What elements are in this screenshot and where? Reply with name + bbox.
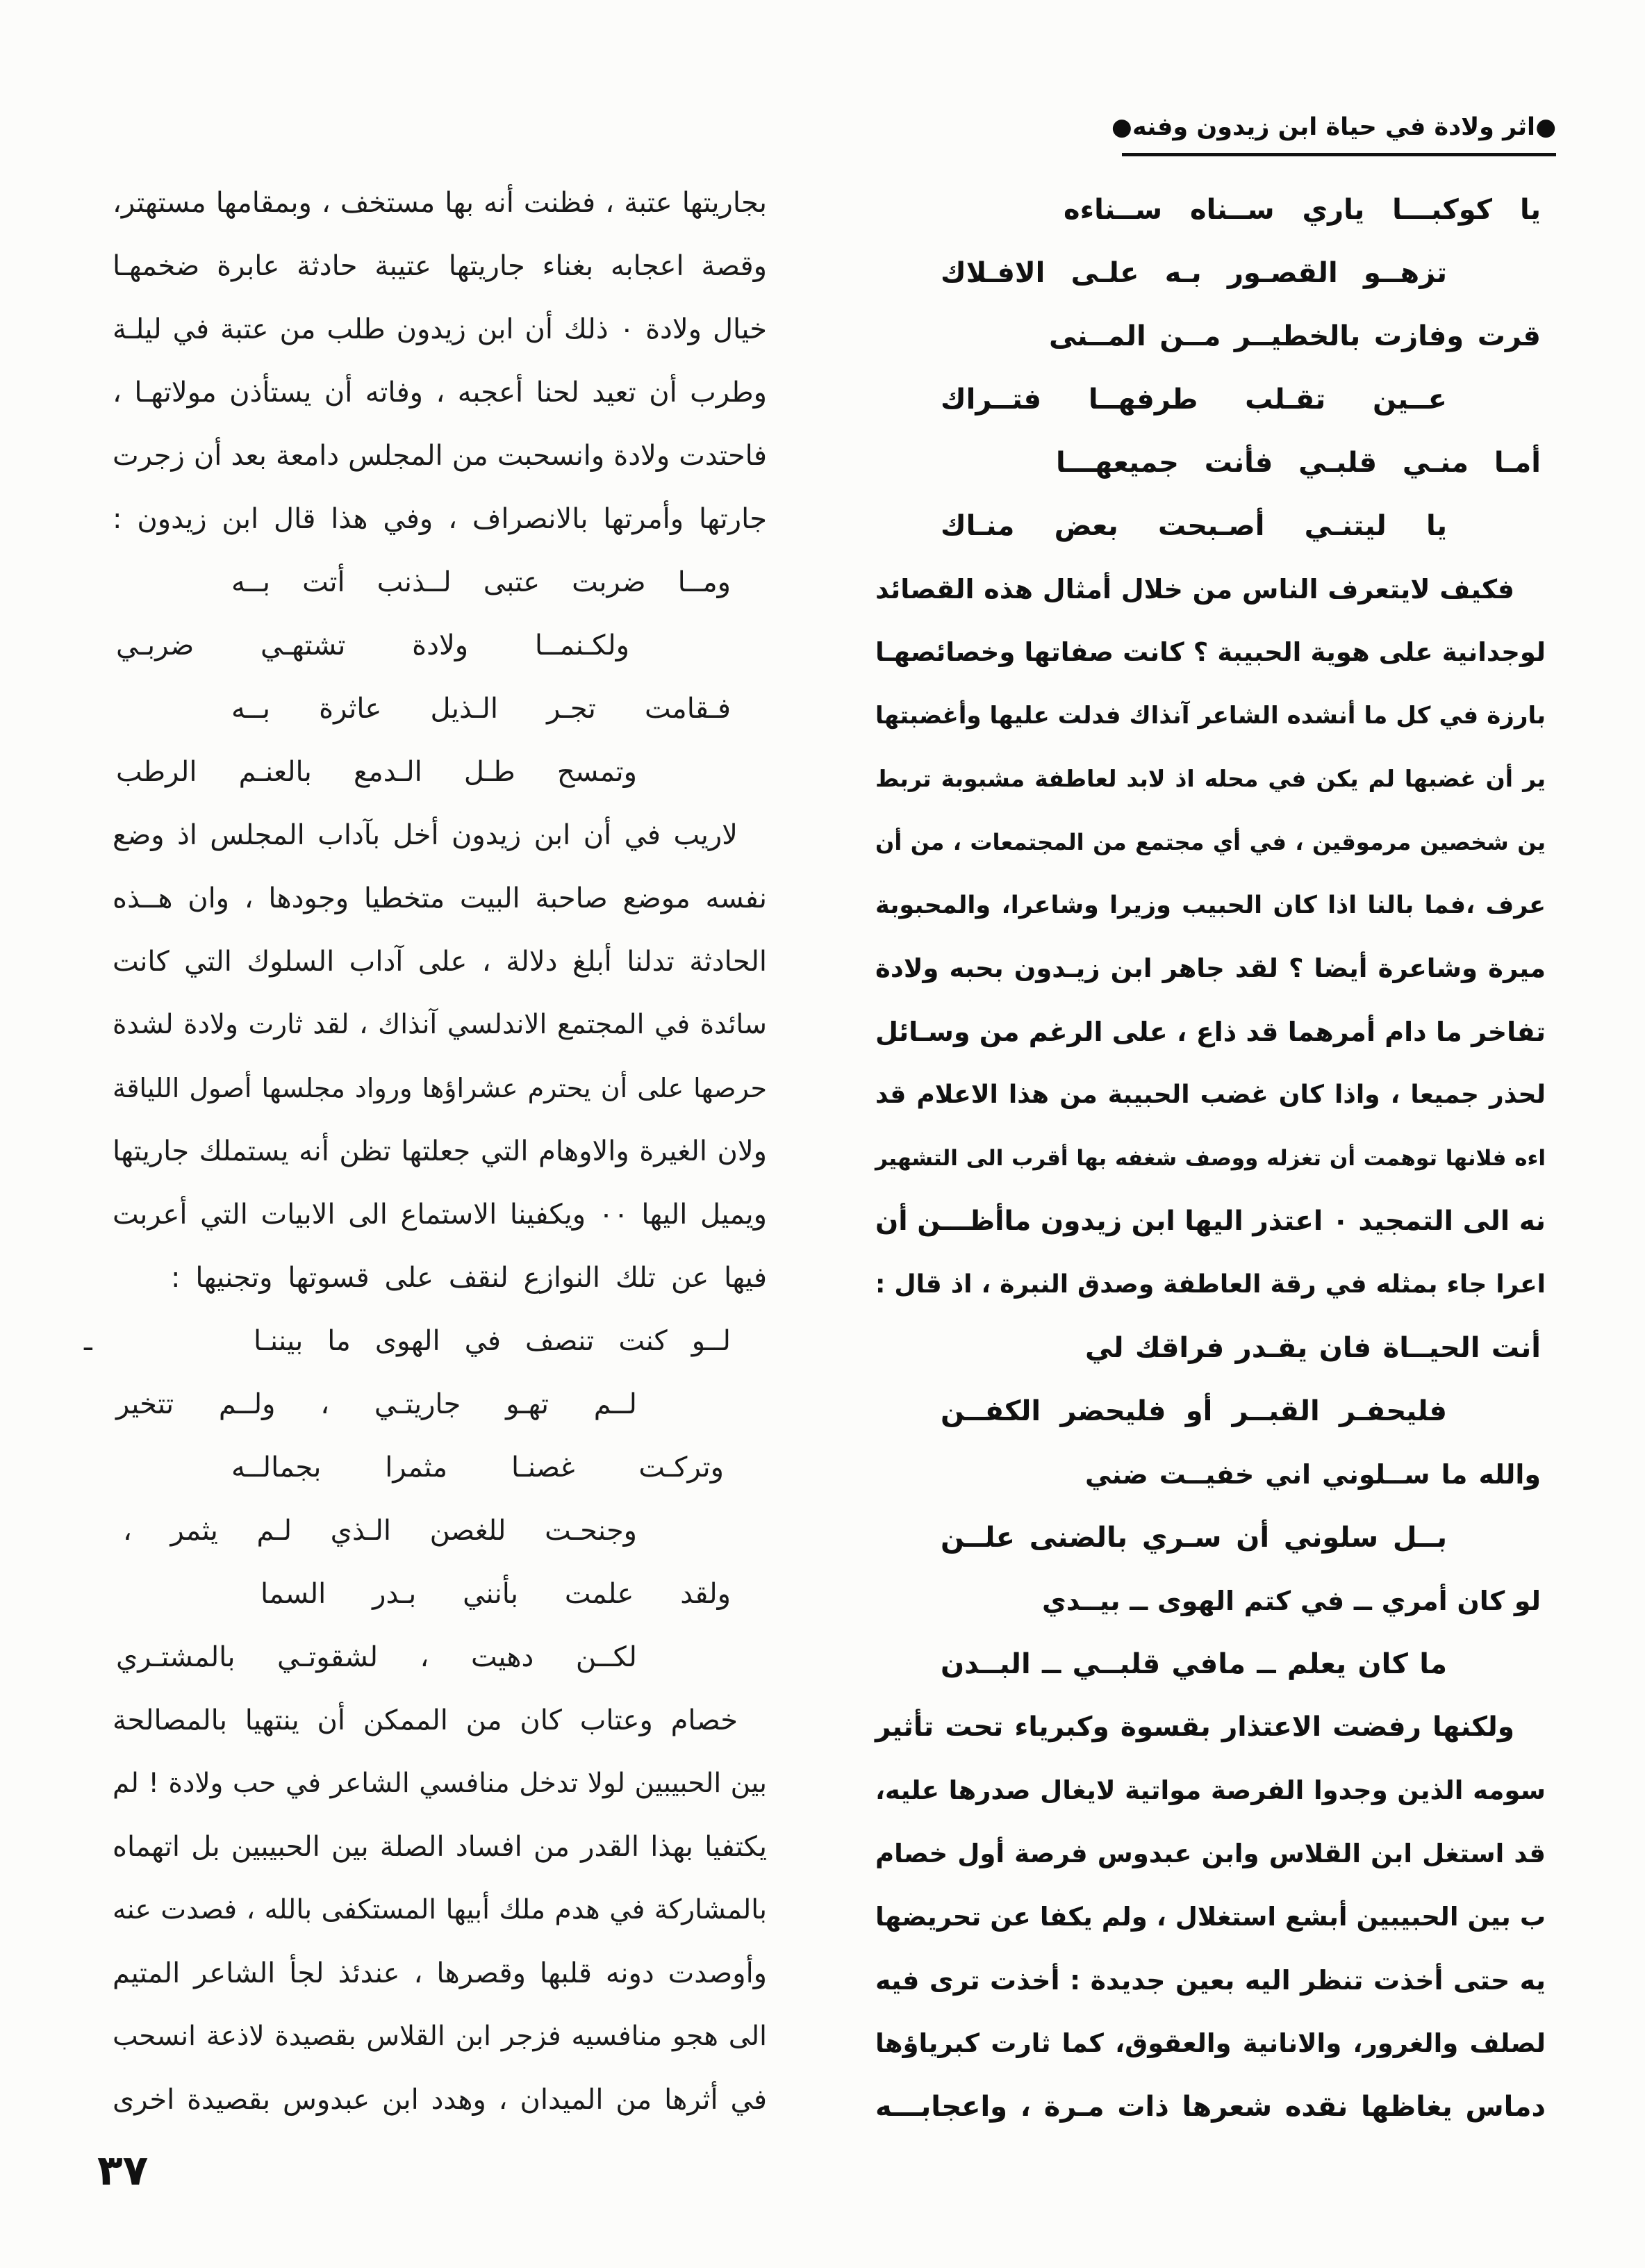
verse-line: ولكـنمــا ولادة تشتهـي ضربـي xyxy=(116,630,629,662)
verse-line: لــو كنت تنصف في الهوى ما بيننـا xyxy=(254,1325,731,1357)
verse-line: فـقامت تجـر الـذيل عاثرة بــه xyxy=(231,693,731,725)
verse-line: بــل سلوني أن سـري بالضنى علــن xyxy=(941,1522,1447,1554)
paragraph-line: بارزة في كل ما أنشده الشاعر آنذاك فدلت عليها وأغضبتها xyxy=(875,702,1546,730)
verse-line: قرت وفازت بالخطيــر مــن المــنى xyxy=(1049,320,1541,352)
paragraph-line: فكيف لايتعرف الناس من خلال أمثال هذه القصائد xyxy=(875,574,1514,605)
verse-line: ومــا ضربت عتبى لــذنب أتت بــه xyxy=(231,566,731,598)
running-header xyxy=(1111,106,1556,149)
paragraph-line: فيها عن تلك النوازع لنقف على قسوتها وتجنيها : xyxy=(171,1262,767,1294)
paragraph-line: بالمشاركة في هدم ملك أبيها المستكفى بالله ، فصدت عنه xyxy=(113,1894,767,1925)
verse-line: ما كان يعلم ــ مافي قلبــي ــ البــدن xyxy=(941,1648,1447,1680)
verse-line: لــم تهـو جاريتـي ، ولــم تتخير xyxy=(116,1388,637,1420)
header-rule xyxy=(1122,153,1556,156)
paragraph-line: ير أن غضبها لم يكن في محله اذ لابد لعاطفة مشبوبة تربط xyxy=(875,765,1546,792)
paragraph-line: وقصة اعجابه بغناء جاريتها عتيبة حادثة عابرة ضخمهـا xyxy=(113,250,767,282)
paragraph-line: بين الحبيبين لولا تدخل منافسي الشاعر في حب ولادة ! لم xyxy=(113,1768,767,1799)
verse-line: يا ليتنـي أصـبحت بعض منـاك xyxy=(941,510,1447,542)
paragraph-line: يكتفيا بهذا القدر من افساد الصلة بين الحبيبين بل اتهماه xyxy=(113,1831,767,1863)
paragraph-line: لحذر جميعا ، واذا كان غضب الحبيبة من هذا الاعلام قد xyxy=(875,1080,1546,1109)
paragraph-line: وأوصدت دونه قلبها وقصرها ، عندئذ لجأ الشاعر المتيم xyxy=(113,1957,767,1989)
verse-line: لكــن دهيت ، لشقوتـي بالمشتـري xyxy=(116,1641,637,1673)
verse-line: لو كان أمري ــ في كتم الهوى ــ بيــدي xyxy=(1042,1586,1541,1616)
paragraph-line: الى هجو منافسيه فزجر ابن القلاس بقصيدة لاذعة انسحب xyxy=(113,2021,767,2052)
verse-line: ولقد علمت بأنني بـدر السما xyxy=(261,1578,731,1610)
page-header-title: اثر ولادة في حياة ابن زيدون وفنه xyxy=(1132,113,1536,141)
paragraph-line: لاريب في أن ابن زيدون أخل بآداب المجلس اذ وضع xyxy=(113,819,738,851)
paragraph-line: الحادثة تدلنا أبلغ دلالة ، على آداب السلوك التي كانت xyxy=(113,946,767,978)
verse-line: وتركـت غصنـا مثمرا بجمالــه xyxy=(231,1452,724,1484)
paragraph-line: اعرا جاء بمثله في رقة العاطفة وصدق النبرة ، اذ قال : xyxy=(875,1270,1546,1299)
paragraph-line: جارتها وأمرتها بالانصراف ، وفي هذا قال ابن زيدون : xyxy=(113,503,767,535)
paragraph-line: وطرب أن تعيد لحنا أعجبه ، وفاته أن يستأذن مولاتهـا ، xyxy=(113,377,767,409)
paragraph-line: اءه فلانها توهمت أن تغزله ووصف شغفه بها أقرب الى التشهير xyxy=(875,1146,1546,1171)
paragraph-line: سومه الذين وجدوا الفرصة مواتية لايغال صدرها عليه، xyxy=(875,1775,1546,1805)
paragraph-line: سائدة في المجتمع الاندلسي آنذاك ، لقد ثارت ولادة لشدة xyxy=(113,1009,767,1040)
verse-line: أمـا منـي قلبـي فأنت جميعهـــا xyxy=(1056,447,1541,479)
page-number: ٣٧ xyxy=(97,2146,149,2195)
verse-line: عــين تقـلب طرفهــا فتــراك xyxy=(941,384,1447,416)
paragraph-line: لوجدانية على هوية الحبيبة ؟ كانت صفاتها وخصائصهـا xyxy=(875,637,1546,667)
verse-line: فليحفـر القبــر أو فليحضر الكفــن xyxy=(941,1395,1447,1427)
paragraph-line: حرصها على أن يحترم عشراؤها ورواد مجلسها أصول اللياقة xyxy=(113,1073,767,1103)
paragraph-line: بجاريتها عتبة ، فظنت أنه بها مستخف ، وبمقامها مستهتر، xyxy=(113,187,767,219)
paragraph-line: عرف ،فما بالنا اذا كان الحبيب وزيرا وشاعرا، والمحبوبة xyxy=(875,891,1546,919)
verse-line: وجنحـت للغصن الـذي لـم يثمر ، xyxy=(123,1515,637,1547)
paragraph-line: دماس يغاظها نقده شعرها ذات مـرة ، واعجابـــه xyxy=(875,2091,1546,2123)
paragraph-line: خصام وعتاب كان من الممكن أن ينتهيا بالمصالحة xyxy=(113,1704,738,1736)
verse-line: أنت الحيــاة فان يقـدر فراقك لي xyxy=(1085,1332,1541,1364)
paragraph-line: يه حتى أخذت تنظر اليه بعين جديدة : أخذت ترى فيه xyxy=(875,1965,1546,1996)
verse-line: يا كوكبـــا ياري ســناه ســناءه xyxy=(1064,194,1541,226)
verse-line: وتمسح طـل الـدمع بالعنـم الرطب xyxy=(116,756,637,788)
paragraph-line: لصلف والغرور، والانانية والعقوق، كما ثارت كبرياؤها xyxy=(875,2028,1546,2058)
paragraph-line: في أثرها من الميدان ، وهدد ابن عبدوس بقصيدة اخرى xyxy=(113,2084,767,2116)
paragraph-line: ويميل اليها ٠٠ ويكفينا الاستماع الى الابيات التي أعربت xyxy=(113,1199,767,1231)
paragraph-line: فاحتدت ولادة وانسحبت من المجلس دامعة بعد أن زجرت xyxy=(113,440,767,472)
paragraph-line: نه الى التمجيد ٠ اعتذر اليها ابن زيدون ماأظـــن أن xyxy=(875,1206,1546,1237)
paragraph-line: ميرة وشاعرة أيضا ؟ لقد جاهر ابن زيـدون بحبه ولادة xyxy=(875,953,1546,983)
verse-line: تزهــو القصـور بـه علـى الافـلاك xyxy=(941,257,1447,289)
paragraph-line: ين شخصين مرموقين ، في أي مجتمع من المجتمعات ، من أن xyxy=(875,829,1546,855)
paragraph-line: خيال ولادة ٠ ذلك أن ابن زيدون طلب من عتبة في ليلـة xyxy=(113,313,768,345)
verse-dash-mark: ـ xyxy=(84,1325,92,1357)
paragraph-line: نفسه موضع صاحبة البيت متخطيا وجودها ، وان هــذه xyxy=(113,882,767,914)
paragraph-line: قد استغل ابن القلاس وابن عبدوس فرصة أول خصام xyxy=(875,1839,1546,1868)
paragraph-line: ب بين الحبيبين أبشع استغلال ، ولم يكفا عن تحريضها xyxy=(875,1902,1546,1932)
paragraph-line: ولكنها رفضت الاعتذار بقسوة وكبرياء تحت تأثير xyxy=(875,1711,1514,1743)
bullet-icon: ● xyxy=(1535,113,1556,141)
verse-line: والله ما ســلوني اني خفيــت ضني xyxy=(1085,1459,1541,1490)
bullet-icon: ● xyxy=(1111,113,1132,141)
paragraph-line: تفاخر ما دام أمرهما قد ذاع ، على الرغم من وسـائل xyxy=(875,1017,1546,1047)
paragraph-line: ولان الغيرة والاوهام التي جعلتها تظن أنه يستملك جاريتها xyxy=(113,1135,767,1167)
